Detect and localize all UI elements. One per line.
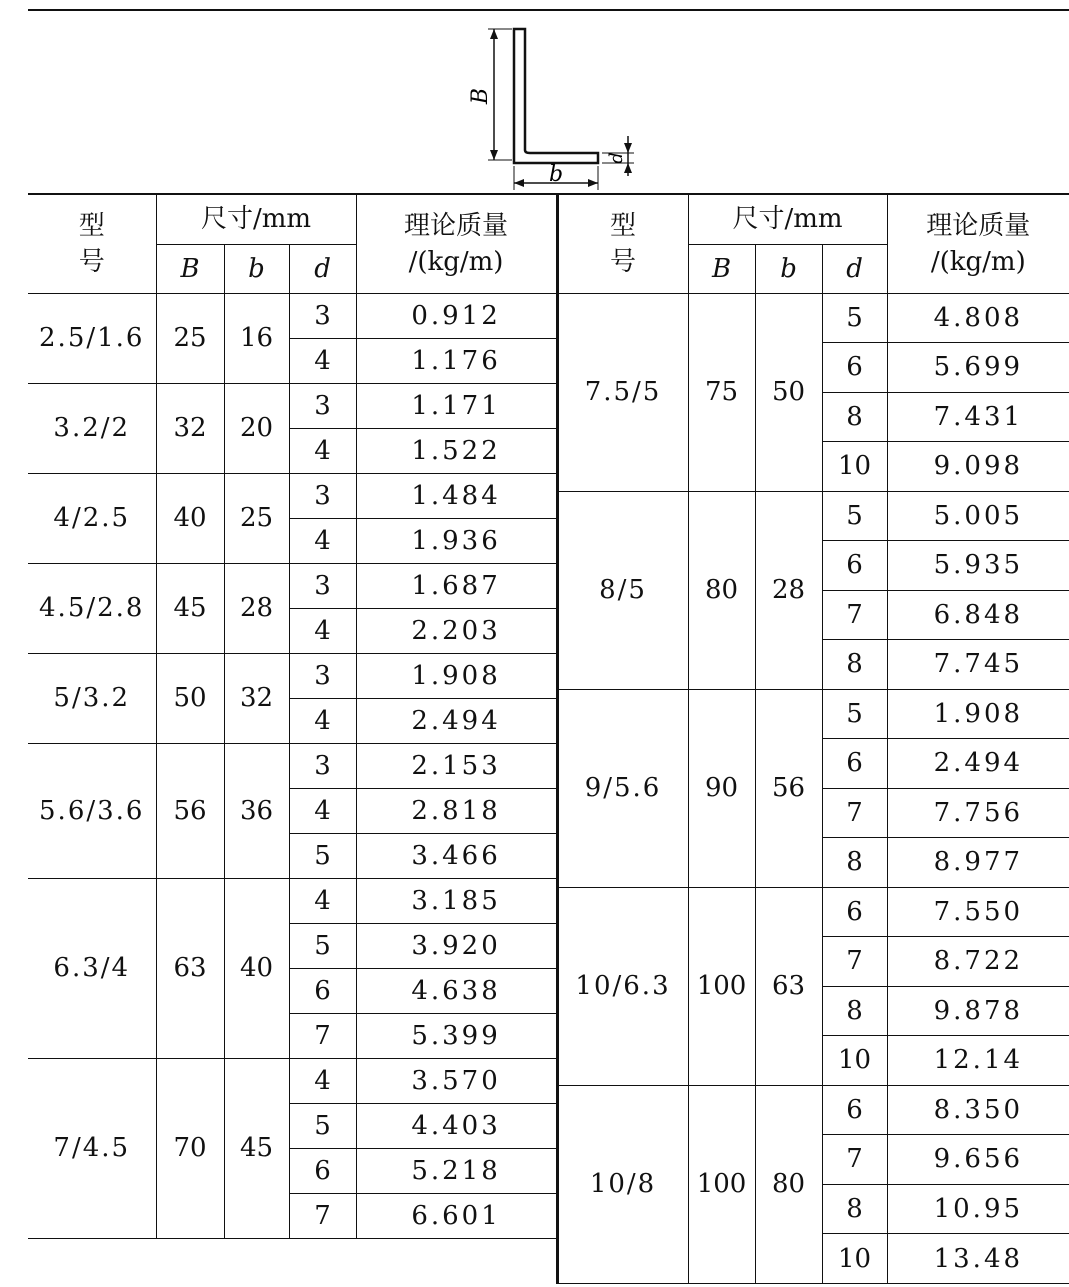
right-model-cell: 10/6.3 <box>557 887 688 1085</box>
header-mass-right <box>887 194 1069 293</box>
left-d-cell: 3 <box>289 653 356 698</box>
right-mass-cell: 8.722 <box>887 937 1069 987</box>
left-d-cell: 4 <box>289 1058 356 1103</box>
left-d-cell: 4 <box>289 518 356 563</box>
left-mass-cell: 2.494 <box>356 698 557 743</box>
left-d-cell: 3 <box>289 383 356 428</box>
right-d-cell: 7 <box>822 590 887 640</box>
left-b-cell: 36 <box>224 743 289 878</box>
dimension-b-label: b <box>548 162 564 187</box>
header-size-right: 尺寸/mm <box>688 194 887 244</box>
right-mass-cell: 1.908 <box>887 689 1069 739</box>
left-B-cell: 63 <box>156 878 224 1058</box>
right-mass-cell: 2.494 <box>887 739 1069 789</box>
right-b-cell: 80 <box>755 1085 822 1283</box>
left-d-cell: 3 <box>289 743 356 788</box>
left-d-cell: 4 <box>289 338 356 383</box>
right-mass-cell: 7.756 <box>887 788 1069 838</box>
header-mass-line1: 理论质量 <box>926 210 1031 241</box>
right-d-cell: 5 <box>822 293 887 343</box>
left-model-cell: 2.5/1.6 <box>28 293 156 383</box>
right-b-cell: 50 <box>755 293 822 491</box>
left-d-cell: 5 <box>289 833 356 878</box>
right-B-cell: 75 <box>688 293 755 491</box>
right-d-cell: 5 <box>822 689 887 739</box>
header-d: d <box>289 244 356 293</box>
right-b-cell: 28 <box>755 491 822 689</box>
left-mass-cell: 4.403 <box>356 1103 557 1148</box>
left-b-cell: 28 <box>224 563 289 653</box>
right-mass-cell: 8.350 <box>887 1085 1069 1135</box>
right-d-cell: 10 <box>822 1036 887 1086</box>
left-model-cell: 4/2.5 <box>28 473 156 563</box>
right-mass-cell: 9.878 <box>887 986 1069 1036</box>
right-b-cell: 56 <box>755 689 822 887</box>
left-B-cell: 25 <box>156 293 224 383</box>
header-b-right: b <box>755 244 822 293</box>
right-d-cell: 6 <box>822 541 887 591</box>
left-model-cell: 4.5/2.8 <box>28 563 156 653</box>
header-mass-line2: /(kg/m) <box>408 246 504 277</box>
left-mass-cell: 1.908 <box>356 653 557 698</box>
right-B-cell: 100 <box>688 887 755 1085</box>
header-mass <box>356 194 557 293</box>
right-b-cell: 63 <box>755 887 822 1085</box>
right-d-cell: 7 <box>822 937 887 987</box>
right-model-cell: 9/5.6 <box>557 689 688 887</box>
right-d-cell: 8 <box>822 640 887 690</box>
right-mass-cell: 12.14 <box>887 1036 1069 1086</box>
dimension-d-label: d <box>606 152 627 164</box>
left-d-cell: 5 <box>289 1103 356 1148</box>
left-B-cell: 70 <box>156 1058 224 1238</box>
left-b-cell: 32 <box>224 653 289 743</box>
left-mass-cell: 3.570 <box>356 1058 557 1103</box>
left-d-cell: 5 <box>289 923 356 968</box>
right-mass-cell: 7.550 <box>887 887 1069 937</box>
left-B-cell: 56 <box>156 743 224 878</box>
top-rule <box>28 9 1069 11</box>
right-d-cell: 8 <box>822 838 887 888</box>
header-model-line2: 号 <box>610 246 637 277</box>
header-mass-line2: /(kg/m) <box>930 246 1026 277</box>
right-mass-cell: 7.431 <box>887 392 1069 442</box>
left-mass-cell: 1.687 <box>356 563 557 608</box>
left-B-cell: 50 <box>156 653 224 743</box>
right-d-cell: 8 <box>822 392 887 442</box>
right-d-cell: 10 <box>822 1234 887 1284</box>
left-mass-cell: 3.920 <box>356 923 557 968</box>
left-d-cell: 7 <box>289 1193 356 1238</box>
left-b-cell: 20 <box>224 383 289 473</box>
right-d-cell: 8 <box>822 986 887 1036</box>
header-row-1 <box>28 194 1069 244</box>
left-model-cell: 5/3.2 <box>28 653 156 743</box>
right-d-cell: 5 <box>822 491 887 541</box>
left-mass-cell: 2.153 <box>356 743 557 788</box>
left-mass-cell: 0.912 <box>356 293 557 338</box>
right-mass-cell: 5.935 <box>887 541 1069 591</box>
right-mass-cell: 6.848 <box>887 590 1069 640</box>
angle-profile-outline <box>514 29 598 163</box>
left-b-cell: 45 <box>224 1058 289 1238</box>
header-mass-line1: 理论质量 <box>404 210 509 241</box>
header-b: b <box>224 244 289 293</box>
left-mass-cell: 2.203 <box>356 608 557 653</box>
right-d-cell: 6 <box>822 343 887 393</box>
header-d-right: d <box>822 244 887 293</box>
right-d-cell: 6 <box>822 739 887 789</box>
left-B-cell: 40 <box>156 473 224 563</box>
header-B: B <box>156 244 224 293</box>
header-model <box>28 194 156 293</box>
header-model-right <box>557 194 688 293</box>
right-mass-cell: 9.098 <box>887 442 1069 492</box>
right-mass-cell: 5.005 <box>887 491 1069 541</box>
left-mass-cell: 1.522 <box>356 428 557 473</box>
header-model-line1: 型 <box>610 210 637 241</box>
left-B-cell: 32 <box>156 383 224 473</box>
right-d-cell: 10 <box>822 442 887 492</box>
left-model-cell: 3.2/2 <box>28 383 156 473</box>
left-mass-cell: 1.484 <box>356 473 557 518</box>
left-d-cell: 4 <box>289 878 356 923</box>
header-B-right: B <box>688 244 755 293</box>
left-d-cell: 4 <box>289 788 356 833</box>
header-model-line2: 号 <box>78 246 105 277</box>
right-B-cell: 90 <box>688 689 755 887</box>
left-b-cell: 25 <box>224 473 289 563</box>
left-d-cell: 4 <box>289 608 356 653</box>
left-mass-cell: 5.399 <box>356 1013 557 1058</box>
right-d-cell: 7 <box>822 788 887 838</box>
left-d-cell: 7 <box>289 1013 356 1058</box>
left-mass-cell: 3.466 <box>356 833 557 878</box>
left-b-cell: 40 <box>224 878 289 1058</box>
right-mass-cell: 4.808 <box>887 293 1069 343</box>
left-d-cell: 6 <box>289 1148 356 1193</box>
right-d-cell: 7 <box>822 1135 887 1185</box>
left-model-cell: 7/4.5 <box>28 1058 156 1238</box>
left-mass-cell: 2.818 <box>356 788 557 833</box>
angle-section-drawing <box>0 0 1069 195</box>
angle-steel-diagram <box>0 0 1069 195</box>
left-d-cell: 4 <box>289 698 356 743</box>
left-mass-cell: 6.601 <box>356 1193 557 1238</box>
unequal-angle-steel-table <box>28 193 1069 1284</box>
left-d-cell: 3 <box>289 473 356 518</box>
right-d-cell: 6 <box>822 1085 887 1135</box>
left-mass-cell: 5.218 <box>356 1148 557 1193</box>
left-mass-cell: 4.638 <box>356 968 557 1013</box>
left-mass-cell: 1.176 <box>356 338 557 383</box>
right-mass-cell: 8.977 <box>887 838 1069 888</box>
right-mass-cell: 13.48 <box>887 1234 1069 1284</box>
right-mass-cell: 5.699 <box>887 343 1069 393</box>
left-d-cell: 3 <box>289 563 356 608</box>
header-size: 尺寸/mm <box>156 194 356 244</box>
right-B-cell: 100 <box>688 1085 755 1283</box>
dimension-B-label: B <box>468 87 493 105</box>
left-d-cell: 3 <box>289 293 356 338</box>
right-mass-cell: 7.745 <box>887 640 1069 690</box>
right-mass-cell: 9.656 <box>887 1135 1069 1185</box>
left-model-cell: 6.3/4 <box>28 878 156 1058</box>
left-mass-cell: 3.185 <box>356 878 557 923</box>
left-d-cell: 6 <box>289 968 356 1013</box>
left-B-cell: 45 <box>156 563 224 653</box>
left-mass-cell: 1.171 <box>356 383 557 428</box>
right-d-cell: 8 <box>822 1184 887 1234</box>
left-model-cell: 5.6/3.6 <box>28 743 156 878</box>
right-mass-cell: 10.95 <box>887 1184 1069 1234</box>
right-model-cell: 8/5 <box>557 491 688 689</box>
left-b-cell: 16 <box>224 293 289 383</box>
right-model-cell: 10/8 <box>557 1085 688 1283</box>
right-d-cell: 6 <box>822 887 887 937</box>
right-model-cell: 7.5/5 <box>557 293 688 491</box>
grid-row <box>28 293 1069 298</box>
left-mass-cell: 1.936 <box>356 518 557 563</box>
right-B-cell: 80 <box>688 491 755 689</box>
left-d-cell: 4 <box>289 428 356 473</box>
header-model-line1: 型 <box>78 210 105 241</box>
